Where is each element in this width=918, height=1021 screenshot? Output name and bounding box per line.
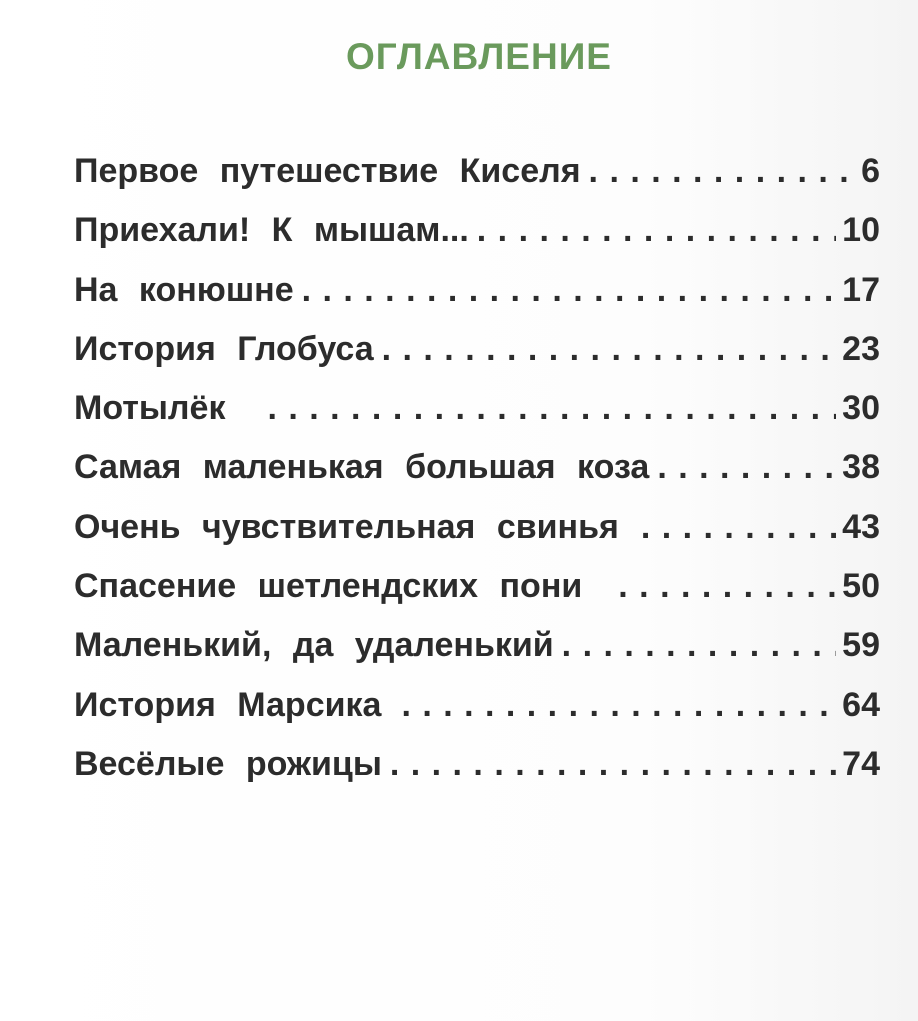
toc-entry-page: 38 xyxy=(842,448,880,487)
toc-entry xyxy=(74,567,880,626)
toc-entry xyxy=(74,211,880,270)
toc-entry-title: История Марсика xyxy=(74,685,382,724)
toc-entry-title: История Глобуса xyxy=(74,329,374,368)
toc-entry-title: Самая маленькая большая коза xyxy=(74,448,650,487)
dot-leader xyxy=(267,389,836,428)
dot-leader xyxy=(382,330,837,369)
toc-entry-page: 50 xyxy=(842,567,880,606)
toc-entry-title: Маленький, да удаленький xyxy=(74,626,554,665)
dot-leader xyxy=(589,152,856,191)
dot-leader xyxy=(401,686,836,725)
dot-leader xyxy=(657,448,836,487)
toc-entry-page: 64 xyxy=(842,685,880,724)
toc-entry-title: Весёлые рожицы xyxy=(74,744,382,783)
toc-entry xyxy=(74,626,880,685)
toc-entry xyxy=(74,330,880,389)
toc-entry-page: 74 xyxy=(842,744,880,783)
toc-entry-page: 23 xyxy=(842,329,880,368)
toc-entry-page: 30 xyxy=(842,389,880,428)
dot-leader xyxy=(390,745,836,784)
toc-heading: ОГЛАВЛЕНИЕ xyxy=(346,36,612,77)
dot-leader xyxy=(562,626,837,665)
dot-leader xyxy=(477,211,836,250)
toc-entry xyxy=(74,745,880,804)
toc-entry xyxy=(74,152,880,211)
toc-entry-page: 6 xyxy=(861,152,880,190)
toc-entry-title: Спасение шетлендских пони xyxy=(74,567,583,606)
toc-entry-title: Очень чувствительная свинья xyxy=(74,507,619,546)
toc-entry-page: 43 xyxy=(842,507,880,546)
toc-entry xyxy=(74,448,880,507)
table-of-contents xyxy=(74,152,880,804)
toc-entry xyxy=(74,271,880,330)
dot-leader xyxy=(618,567,836,606)
toc-entry-title: Приехали! К мышам... xyxy=(74,211,469,250)
dot-leader xyxy=(641,508,836,547)
toc-entry-title: Первое путешествие Киселя xyxy=(74,152,581,190)
toc-entry xyxy=(74,389,880,448)
toc-entry-page: 10 xyxy=(842,211,880,250)
toc-entry-title: На конюшне xyxy=(74,270,294,309)
toc-entry-title: Мотылёк xyxy=(74,389,226,428)
toc-entry-page: 17 xyxy=(842,270,880,309)
toc-entry xyxy=(74,686,880,745)
toc-entry xyxy=(74,508,880,567)
toc-entry-page: 59 xyxy=(842,626,880,665)
dot-leader xyxy=(302,271,837,310)
